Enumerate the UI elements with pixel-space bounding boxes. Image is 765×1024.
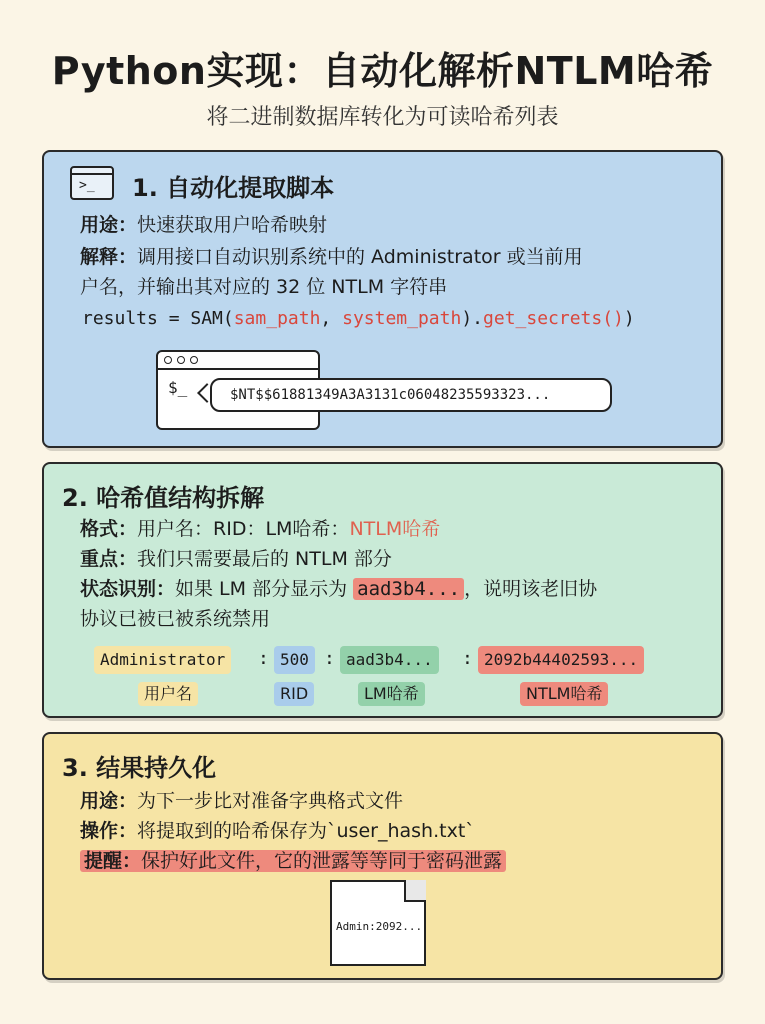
label-lm-hash: LM哈希 bbox=[358, 682, 425, 706]
operation-line: 操作：将提取到的哈希保存为`user_hash.txt` bbox=[80, 820, 475, 842]
label-username: 用户名 bbox=[138, 682, 198, 706]
page-subtitle: 将二进制数据库转化为可读哈希列表 bbox=[206, 105, 559, 130]
section-hash-structure bbox=[42, 462, 723, 718]
page-title: Python实现：自动化解析NTLM哈希 bbox=[51, 49, 714, 93]
explain-line-continued: 户名，并输出其对应的 32 位 NTLM 字符串 bbox=[80, 276, 448, 298]
label-rid: RID bbox=[274, 682, 314, 706]
chip-lm-hash: aad3b4... bbox=[340, 646, 439, 674]
section-title: 1. 自动化提取脚本 bbox=[132, 174, 335, 202]
section-title: 2. 哈希值结构拆解 bbox=[62, 484, 265, 512]
terminal-prompt: $_ bbox=[168, 378, 188, 397]
warning-line: 提醒：保护好此文件，它的泄露等等同于密码泄露 bbox=[80, 846, 506, 876]
separator: : bbox=[324, 648, 335, 669]
usage-line: 用途：为下一步比对准备字典格式文件 bbox=[80, 790, 404, 812]
chip-username: Administrator bbox=[94, 646, 231, 674]
document-preview-text: Admin:2092... bbox=[336, 920, 423, 933]
terminal-output-bubble: $NT$$61881349A3A3131c06048235593323... bbox=[210, 378, 612, 412]
section-persist-results bbox=[42, 732, 723, 980]
section-extract-script bbox=[42, 150, 723, 448]
format-line: 格式：用户名：RID：LM哈希：NTLM哈希 bbox=[80, 518, 441, 540]
focus-line: 重点：我们只需要最后的 NTLM 部分 bbox=[80, 548, 392, 570]
section-title: 3. 结果持久化 bbox=[62, 754, 217, 782]
status-line: 状态识别：如果 LM 部分显示为 aad3b4... ，说明该老旧协 bbox=[80, 578, 598, 600]
explain-line: 解释：调用接口自动识别系统中的 Administrator 或当前用 bbox=[80, 246, 583, 268]
chip-ntlm-hash: 2092b44402593... bbox=[478, 646, 644, 674]
label-ntlm-hash: NTLM哈希 bbox=[520, 682, 608, 706]
separator: : bbox=[462, 648, 473, 669]
code-snippet: results = SAM(sam_path, system_path).get_secrets()) bbox=[82, 308, 635, 329]
chip-rid: 500 bbox=[274, 646, 315, 674]
status-line-continued: 协议已被已被系统禁用 bbox=[80, 608, 271, 630]
terminal-icon: >_ bbox=[70, 166, 114, 200]
separator: : bbox=[258, 648, 269, 669]
usage-line: 用途：快速获取用户哈希映射 bbox=[80, 214, 328, 236]
